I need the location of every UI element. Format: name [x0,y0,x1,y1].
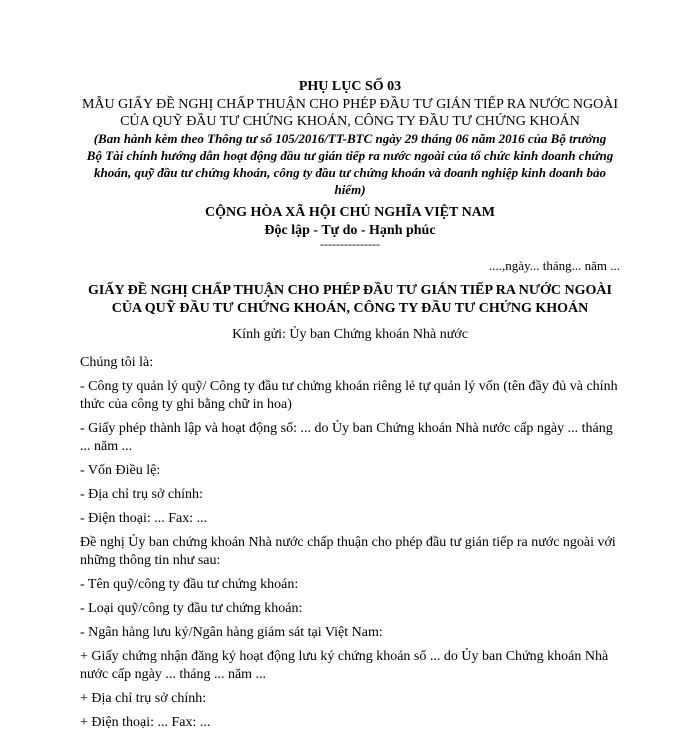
document-page [80,78,620,732]
paragraph-custodian-bank: - Ngân hàng lưu ký/Ngân hàng giám sát tại Việt Nam: [80,625,383,640]
appendix-note-line-1: (Ban hành kèm theo Thông tư số 105/2016/TT-BTC ngày 29 tháng 06 năm 2016 của Bộ trưởng [93,131,607,146]
paragraph-bank-phone-fax: + Điện thoại: ... Fax: ... [80,715,211,730]
nation-motto: Độc lập - Tự do - Hạnh phúc [264,223,436,238]
paragraph-request: Đề nghị Ủy ban chứng khoán Nhà nước chấp thuận cho phép đầu tư gián tiếp ra nước ngoài với những thông tin như sau: [80,535,616,568]
paragraph-intro: Chúng tôi là: [80,355,154,370]
appendix-note-line-3: khoán, quỹ đầu tư chứng khoán, công ty đầu tư chứng khoán và doanh nghiệp kinh doanh bảo [94,165,606,180]
paragraph-license: - Giấy phép thành lập và hoạt động số: ... do Ủy ban Chứng khoán Nhà nước cấp ngày ... tháng ... năm ... [80,421,613,454]
paragraph-fund-name: - Tên quỹ/công ty đầu tư chứng khoán: [80,577,299,592]
paragraph-phone-fax: - Điện thoại: ... Fax: ... [80,511,208,526]
paragraph-head-office: - Địa chỉ trụ sở chính: [80,487,203,502]
form-title-line-2: CỦA QUỸ ĐẦU TƯ CHỨNG KHOÁN, CÔNG TY ĐẦU TƯ CHỨNG KHOÁN [111,301,589,316]
date-line: ....,ngày... tháng... năm ... [489,258,620,273]
appendix-title-line-2: CỦA QUỸ ĐẦU TƯ CHỨNG KHOÁN, CÔNG TY ĐẦU TƯ CHỨNG KHOÁN [120,114,580,129]
addressee: Kính gửi: Ủy ban Chứng khoán Nhà nước [232,327,468,342]
nation-name: CỘNG HÒA XÃ HỘI CHỦ NGHĨA VIỆT NAM [204,205,495,220]
appendix-number: PHỤ LỤC SỐ 03 [298,79,402,94]
paragraph-bank-head-office: + Địa chỉ trụ sở chính: [80,691,207,706]
form-title-line-1: GIẤY ĐỀ NGHỊ CHẤP THUẬN CHO PHÉP ĐẦU TƯ GIÁN TIẾP RA NƯỚC NGOÀI [88,283,612,298]
appendix-note-line-4: hiểm) [334,182,366,197]
motto-divider: --------------- [320,237,380,251]
appendix-title-line-1: MẪU GIẤY ĐỀ NGHỊ CHẤP THUẬN CHO PHÉP ĐẦU TƯ GIÁN TIẾP RA NƯỚC NGOÀI [81,97,619,112]
appendix-note-line-2: Bộ Tài chính hướng dẫn hoạt động đầu tư gián tiếp ra nước ngoài của tổ chức kinh doanh chứng [86,148,614,163]
paragraph-company-name: - Công ty quản lý quỹ/ Công ty đầu tư chứng khoán riêng lẻ tự quản lý vốn (tên đầy đủ và chính thức của công ty ghi bằng chữ in hoa) [80,379,618,412]
paragraph-charter-capital: - Vốn Điều lệ: [80,463,161,478]
paragraph-custody-certificate: + Giấy chứng nhận đăng ký hoạt động lưu ký chứng khoán số ... do Ủy ban Chứng khoán Nhà nước cấp ngày ... tháng ... năm ... [80,649,609,682]
paragraph-fund-type: - Loại quỹ/công ty đầu tư chứng khoán: [80,601,303,616]
